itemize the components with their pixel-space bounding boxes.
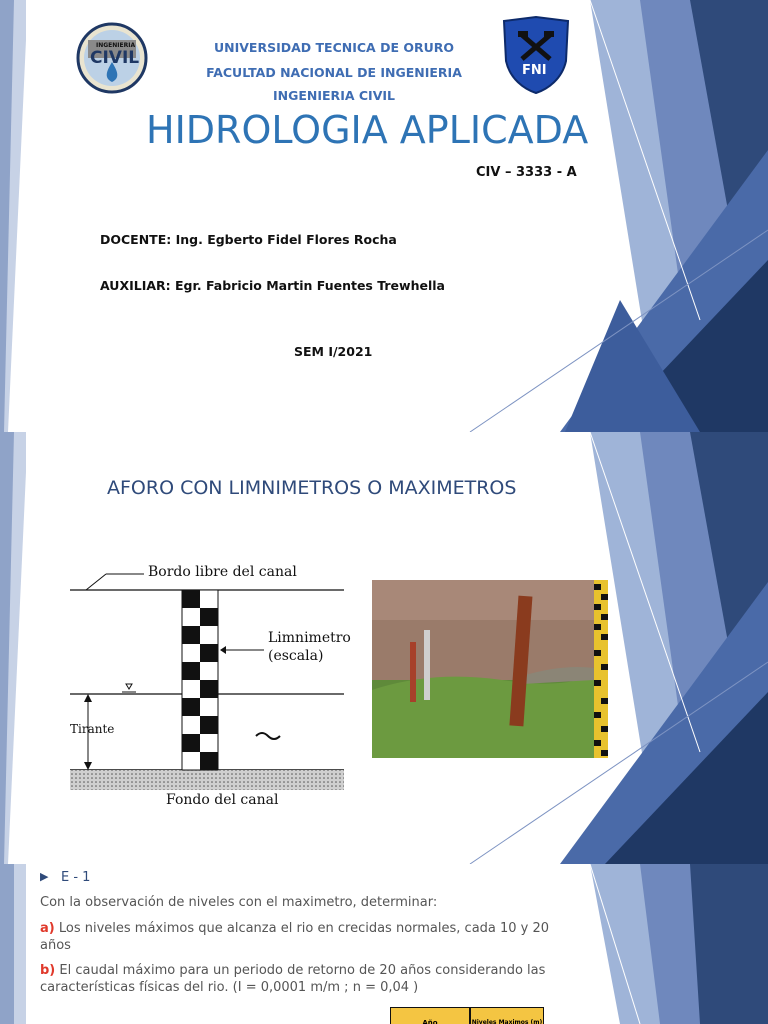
limnimeter-diagram bbox=[66, 556, 356, 812]
logo-civil-caption: INGENIERIA bbox=[96, 42, 136, 49]
exercise-slide bbox=[0, 864, 768, 1024]
docente-line: DOCENTE: Ing. Egberto Fidel Flores Rocha bbox=[100, 232, 397, 247]
gauge-scale-strip bbox=[594, 580, 608, 758]
label-fondo: Fondo del canal bbox=[166, 792, 279, 808]
logo-fni-text: FNI bbox=[522, 63, 547, 78]
course-code: CIV – 3333 - A bbox=[476, 165, 577, 180]
civil-engineering-logo bbox=[76, 20, 148, 96]
table-header-levels: Niveles Maximos (m) bbox=[470, 1007, 544, 1024]
label-tirante: Tirante bbox=[70, 722, 115, 736]
semester-label: SEM I/2021 bbox=[294, 344, 373, 359]
exercise-intro: Con la observación de niveles con el maximetro, determinar: bbox=[40, 895, 438, 910]
levels-table-header bbox=[390, 1007, 544, 1024]
item-a bbox=[40, 920, 550, 954]
item-a-letter: a) bbox=[40, 921, 55, 936]
fni-shield-logo bbox=[500, 15, 572, 95]
auxiliar-line: AUXILIAR: Egr. Fabricio Martin Fuentes Trewhella bbox=[100, 278, 445, 293]
item-b-text: El caudal máximo para un periodo de retorno de 20 años considerando las características físicas del rio. (I = 0,0001 m/m ; n = 0,04 ) bbox=[40, 963, 546, 995]
logo-civil-word: CIVIL bbox=[90, 48, 140, 68]
item-a-text: Los niveles máximos que alcanza el rio en crecidas normales, cada 10 y 20 años bbox=[40, 921, 550, 953]
slide-title: AFORO CON LIMNIMETROS O MAXIMETROS bbox=[107, 477, 517, 499]
university-name: UNIVERSIDAD TECNICA DE ORURO bbox=[213, 40, 454, 55]
item-b-letter: b) bbox=[40, 963, 56, 978]
bullet-arrow-icon: ▶ bbox=[40, 870, 49, 883]
item-b bbox=[40, 962, 550, 996]
title-slide bbox=[0, 0, 768, 432]
exercise-number: E - 1 bbox=[61, 870, 91, 885]
river-gauge-photo bbox=[372, 580, 594, 758]
label-bordo-libre: Bordo libre del canal bbox=[148, 564, 297, 580]
table-header-year: Año bbox=[390, 1007, 470, 1024]
limnimetro-slide bbox=[0, 432, 768, 864]
faculty-name: FACULTAD NACIONAL DE INGENIERIA bbox=[206, 65, 462, 80]
career-name: INGENIERIA CIVIL bbox=[273, 88, 395, 103]
label-escala: (escala) bbox=[268, 648, 324, 664]
course-title: HIDROLOGIA APLICADA bbox=[146, 108, 589, 152]
label-limnimetro: Limnimetro bbox=[268, 630, 351, 646]
